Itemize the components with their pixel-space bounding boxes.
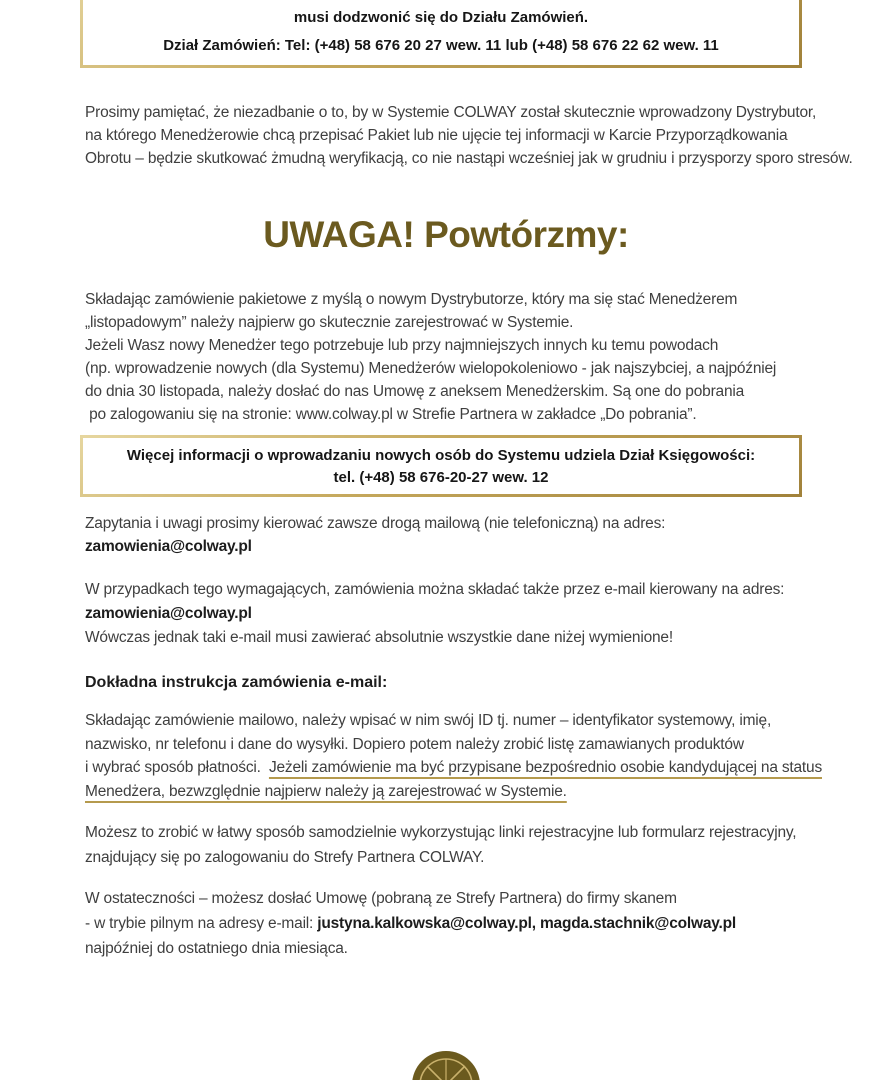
accounting-info-box [80, 435, 802, 497]
page-title: UWAGA! Powtórzmy: [263, 214, 629, 255]
paragraph-last-resort [85, 886, 845, 961]
paragraph-reminder [85, 101, 853, 170]
colway-emblem-icon [412, 1051, 480, 1080]
orders-dept-notice-box [80, 0, 802, 68]
underlined-warning-segment: Menedżera, bezwzględnie najpierw należy ją zarejestrować w Systemie. [85, 783, 567, 801]
text-line: Możesz to zrobić w łatwy sposób samodzielnie wykorzystując linki rejestracyjne lub formularz rejestracyjny, [85, 824, 797, 841]
text-line: Składając zamówienie mailowo, należy wpisać w nim swój ID tj. numer – identyfikator systemowy, imię, [85, 712, 772, 729]
paragraph-instruction [85, 709, 845, 804]
text-line: do dnia 30 listopada, należy dosłać do nas Umowę z aneksem Menedżerskim. Są one do pobrania [85, 383, 745, 400]
text-line: Wówczas jednak taki e-mail musi zawierać absolutnie wszystkie dane niżej wymienione! [85, 629, 673, 646]
instruction-heading: Dokładna instrukcja zamówienia e-mail: [85, 674, 388, 691]
text-segment: i wybrać sposób płatności. [85, 759, 269, 777]
text-segment: - w trybie pilnym na adresy e-mail: [85, 915, 318, 932]
info-line: Więcej informacji o wprowadzaniu nowych osób do Systemu udziela Dział Księgowości: [126, 447, 756, 464]
text-line: (np. wprowadzenie nowych (dla Systemu) Menedżerów wielopokoleniowo - jak najszybciej, a najpóźniej [85, 360, 777, 377]
text-line [85, 911, 845, 936]
accounting-phone: tel. (+48) 58 676-20-27 wew. 12 [333, 469, 549, 486]
text-line: nazwisko, nr telefonu i dane do wysyłki. Dopiero potem należy zrobić listę zamawianych produktów [85, 735, 744, 753]
orders-email-address: zamowienia@colway.pl [85, 605, 252, 622]
orders-dept-phone: Dział Zamówień: Tel: (+48) 58 676 20 27 wew. 11 lub (+48) 58 676 22 62 wew. 11 [163, 37, 719, 54]
text-line: znajdujący się po zalogowaniu do Strefy Partnera COLWAY. [85, 849, 485, 866]
text-line: Prosimy pamiętać, że niezadbanie o to, by w Systemie COLWAY został skutecznie wprowadzony Dystrybutor, [85, 104, 817, 121]
text-line: na którego Menedżerowie chcą przepisać Pakiet lub nie ujęcie tej informacji w Karcie Przyporządkowania [85, 127, 788, 144]
text-line: Zapytania i uwagi prosimy kierować zawsze drogą mailową (nie telefoniczną) na adres: [85, 515, 666, 532]
text-line: W ostateczności – możesz dosłać Umowę (pobraną ze Strefy Partnera) do firmy skanem [85, 890, 677, 907]
paragraph-questions [85, 512, 845, 558]
text-line: Składając zamówienie pakietowe z myślą o nowym Dystrybutorze, który ma się stać Menedżerem [85, 291, 738, 308]
text-line: Obrotu – będzie skutkować żmudną weryfikacją, co nie nastąpi wcześniej jak w grudniu i przysporzy sporo stresów. [85, 150, 853, 167]
paragraph-email-orders [85, 578, 845, 650]
text-line: po zalogowaniu się na stronie: www.colway.pl w Strefie Partnera w zakładce „Do pobrania”. [85, 406, 697, 423]
paragraph-package-order [85, 288, 845, 426]
text-line: „listopadowym” należy najpierw go skutecznie zarejestrować w Systemie. [85, 314, 574, 331]
orders-email-address: zamowienia@colway.pl [85, 538, 252, 555]
contact-email-addresses: justyna.kalkowska@colway.pl, magda.stachnik@colway.pl [317, 915, 737, 932]
underlined-warning-segment: Jeżeli zamówienie ma być przypisane bezpośrednio osobie kandydującej na status [268, 759, 822, 777]
text-line: Jeżeli Wasz nowy Menedżer tego potrzebuje lub przy najmniejszych innych ku temu powodach [85, 337, 719, 354]
text-line [85, 780, 845, 804]
paragraph-self-service [85, 820, 845, 870]
text-line: W przypadkach tego wymagających, zamówienia można składać także przez e-mail kierowany na adres: [85, 581, 785, 598]
text-line [85, 756, 845, 780]
text-line: najpóźniej do ostatniego dnia miesiąca. [85, 940, 348, 957]
notice-line: musi dodzwonić się do Działu Zamówień. [293, 9, 589, 26]
colway-logo-emblem [412, 1051, 480, 1080]
